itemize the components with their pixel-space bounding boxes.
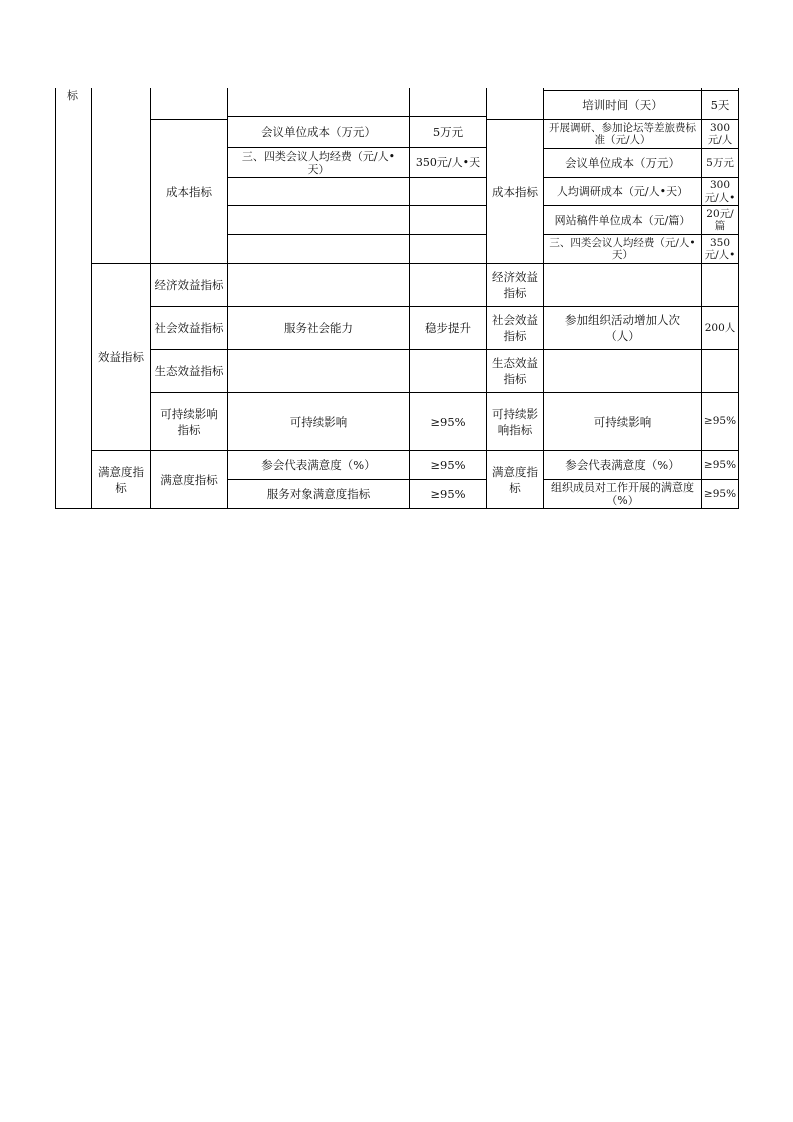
- right-top-value: 5天: [710, 98, 730, 112]
- left-satisfaction-value: ≥95%: [430, 458, 466, 472]
- right-benefit-value: [702, 350, 738, 392]
- right-cost-row-name: 网站稿件单位成本（元/篇）: [554, 213, 691, 227]
- right-cost-row-value: 300元/人: [707, 121, 733, 146]
- left-benefit-category: 生态效益指标: [154, 364, 224, 378]
- right-benefit-category: 社会效益指标: [492, 313, 538, 343]
- right-satisfaction-value: ≥95%: [703, 458, 737, 471]
- left-satisfaction-name: 服务对象满意度指标: [266, 487, 371, 501]
- left-benefit-name: [228, 264, 409, 306]
- right-benefit-name: [544, 350, 701, 392]
- left-benefit-value: ≥95%: [430, 414, 466, 429]
- left-benefit-value: 稳步提升: [425, 321, 471, 335]
- right-cost-row-value: 300元/人•: [704, 179, 736, 204]
- clipped-row-label: 标: [67, 89, 78, 102]
- right-satisfaction-name: 组织成员对工作开展的满意度（%）: [551, 481, 694, 507]
- right-satisfaction-label: 满意度指标: [492, 464, 538, 495]
- right-benefit-category: 经济效益指标: [492, 270, 538, 300]
- right-benefit-value: ≥95%: [703, 415, 737, 428]
- right-benefit-name: [544, 264, 701, 306]
- right-cost-row-name: 会议单位成本（万元）: [565, 156, 680, 170]
- left-benefit-value: [410, 350, 486, 392]
- left-cost-indicator-label: 成本指标: [166, 184, 212, 199]
- right-benefit-category: 生态效益指标: [492, 356, 538, 386]
- right-cost-row-name: 三、四类会议人均经费（元/人•天）: [549, 236, 696, 261]
- left-satisfaction-name: 参会代表满意度（%）: [261, 458, 376, 472]
- left-benefit-category: 社会效益指标: [154, 321, 224, 335]
- right-cost-row-value: 5万元: [706, 156, 734, 169]
- right-benefit-value: 200人: [704, 321, 736, 334]
- left-benefit-name: 服务社会能力: [284, 321, 353, 335]
- right-cost-row-value: 350元/人•: [704, 236, 736, 261]
- right-top-name: 培训时间（天）: [582, 98, 663, 112]
- left-cost-row-value: 5万元: [432, 125, 464, 139]
- right-cost-indicator-label: 成本指标: [492, 184, 538, 199]
- right-benefit-category: 可持续影响指标: [492, 406, 538, 437]
- right-benefit-name: 参加组织活动增加人次（人）: [565, 313, 680, 343]
- left-benefit-name: 可持续影响: [289, 414, 348, 429]
- right-benefit-value: [702, 264, 738, 306]
- left-benefit-category: 可持续影响指标: [160, 406, 218, 437]
- left-benefit-value: [410, 264, 486, 306]
- right-cost-row-name: 人均调研成本（元/人•天）: [556, 185, 689, 198]
- performance-indicator-table: [55, 88, 739, 509]
- left-satisfaction-label: 满意度指标: [98, 464, 144, 495]
- left-benefit-name: [228, 350, 409, 392]
- left-cost-row-name: 会议单位成本（万元）: [261, 125, 376, 139]
- left-benefit-category: 经济效益指标: [154, 278, 224, 292]
- left-satisfaction-sub: 满意度指标: [160, 472, 218, 487]
- left-benefit-label: 效益指标: [98, 350, 144, 364]
- right-cost-row-name: 开展调研、参加论坛等差旅费标准（元/人）: [549, 121, 696, 146]
- right-satisfaction-value: ≥95%: [703, 487, 737, 500]
- left-cost-row-value: 350元/人•天: [415, 156, 481, 169]
- right-cost-row-value: 20元/篇: [706, 207, 734, 232]
- left-satisfaction-value: ≥95%: [430, 487, 466, 501]
- right-satisfaction-name: 参会代表满意度（%）: [565, 458, 680, 472]
- left-cost-row-name: 三、四类会议人均经费（元/人•天）: [241, 149, 396, 176]
- right-benefit-name: 可持续影响: [593, 414, 652, 429]
